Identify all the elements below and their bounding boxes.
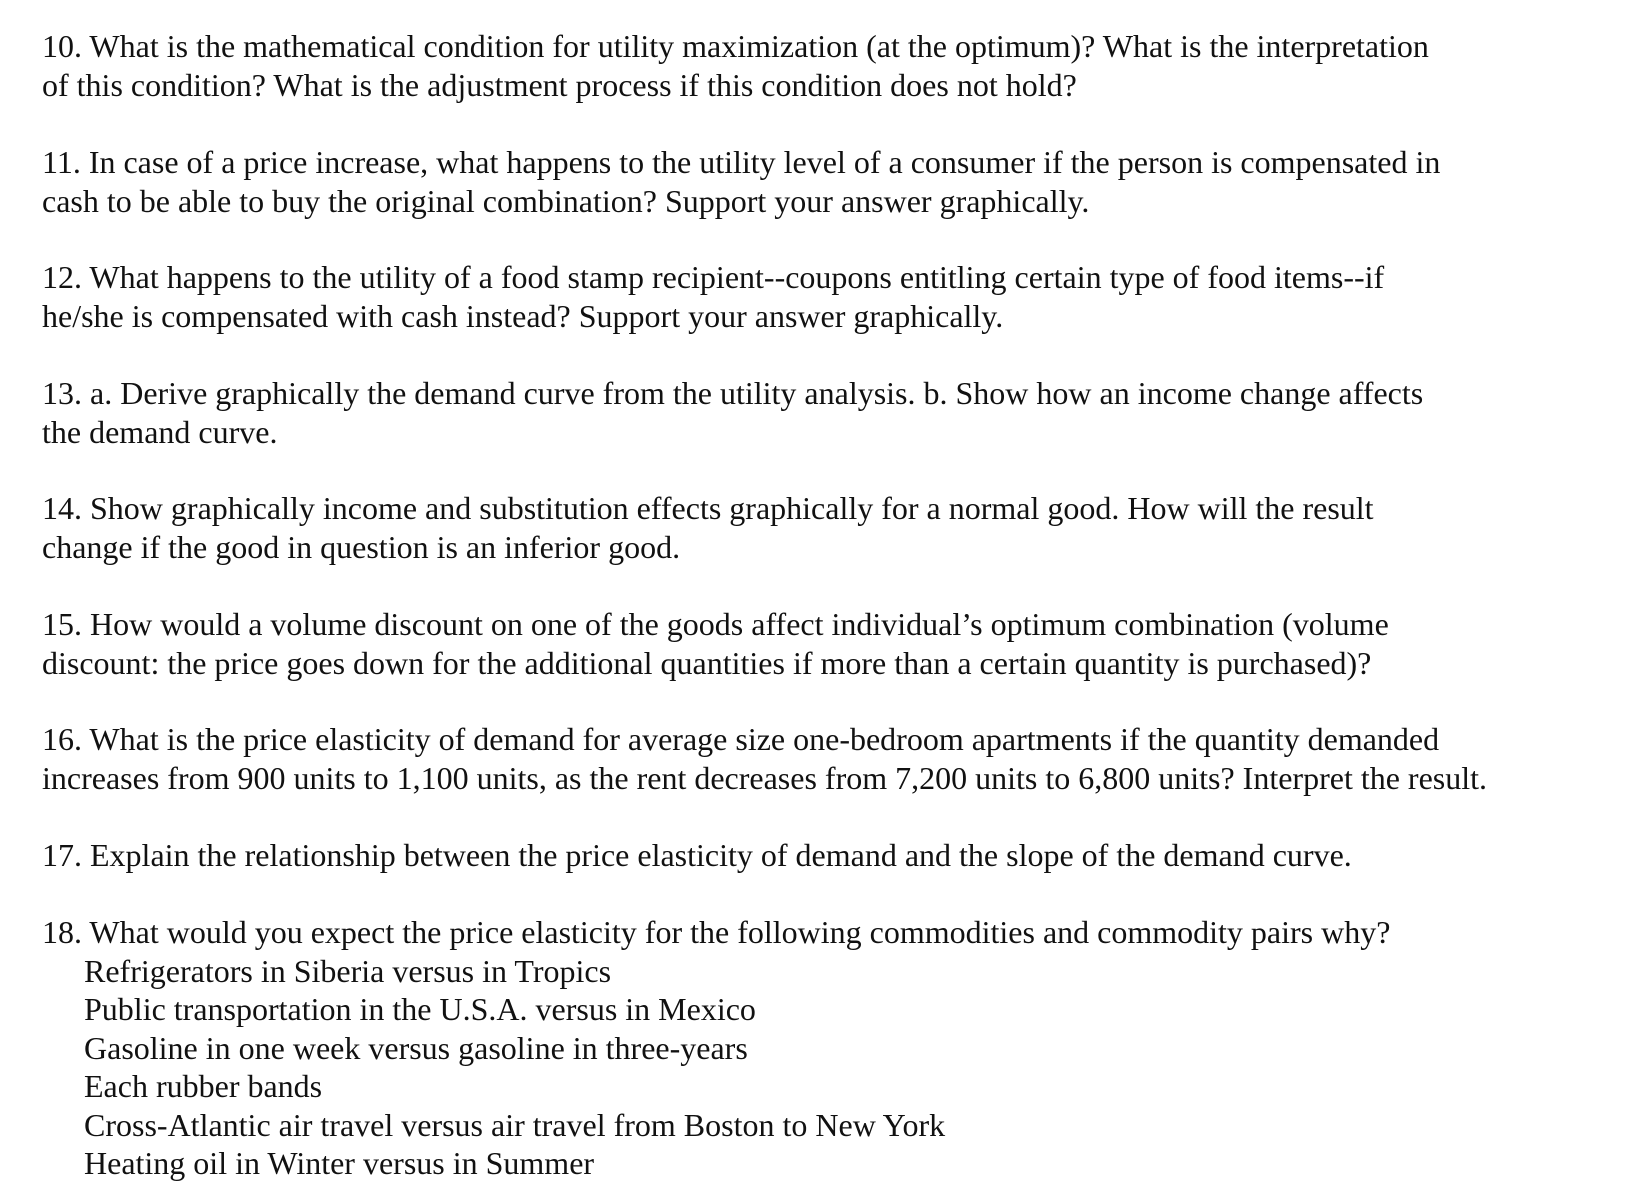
question-14-line-2: change if the good in question is an inferior good. [42,528,681,565]
question-11-line-2: cash to be able to buy the original combination? Support your answer graphically. [42,182,1090,219]
question-15-line-2: discount: the price goes down for the additional quantities if more than a certain quantity is purchased)? [42,644,1372,681]
question-18-item: Gasoline in one week versus gasoline in three-years [84,1029,748,1066]
question-13-line-1: 13. a. Derive graphically the demand curve from the utility analysis. b. Show how an income change affects [42,375,1424,411]
question-12-line-1: 12. What happens to the utility of a food stamp recipient--coupons entitling certain type of food items--if [42,259,1385,295]
question-10 [42,27,1622,104]
question-13 [42,374,1622,451]
question-14-line-1: 14. Show graphically income and substitution effects graphically for a normal good. How will the result [42,490,1374,526]
question-18-item: Public transportation in the U.S.A. versus in Mexico [84,991,756,1027]
question-16 [42,720,1622,797]
question-10-line-1: 10. What is the mathematical condition for utility maximization (at the optimum)? What is the interpretation [42,28,1429,64]
question-17 [42,836,1622,875]
question-17-line-1: 17. Explain the relationship between the price elasticity of demand and the slope of the demand curve. [42,837,1352,873]
question-15 [42,605,1622,682]
question-18 [42,913,1622,1183]
question-15-line-1: 15. How would a volume discount on one of the goods affect individual’s optimum combination (volume [42,606,1389,642]
question-18-item: Each rubber bands [84,1068,323,1104]
question-18-item: Refrigerators in Siberia versus in Tropics [84,952,612,989]
question-18-item: Heating oil in Winter versus in Summer [84,1145,595,1181]
question-12-line-2: he/she is compensated with cash instead? Support your answer graphically. [42,297,1004,334]
question-12 [42,258,1622,335]
question-10-line-2: of this condition? What is the adjustment process if this condition does not hold? [42,66,1077,103]
question-16-line-2: increases from 900 units to 1,100 units, as the rent decreases from 7,200 units to 6,800 units? Interpret the result. [42,759,1488,796]
question-11-line-1: 11. In case of a price increase, what happens to the utility level of a consumer if the person is compensated in [42,144,1441,180]
question-16-line-1: 16. What is the price elasticity of demand for average size one-bedroom apartments if the quantity demanded [42,721,1440,757]
question-14 [42,489,1622,566]
question-11 [42,143,1622,220]
question-18-line-1: 18. What would you expect the price elasticity for the following commodities and commodity pairs why? [42,914,1391,950]
question-18-item: Cross-Atlantic air travel versus air travel from Boston to New York [84,1106,946,1143]
question-13-line-2: the demand curve. [42,413,278,450]
